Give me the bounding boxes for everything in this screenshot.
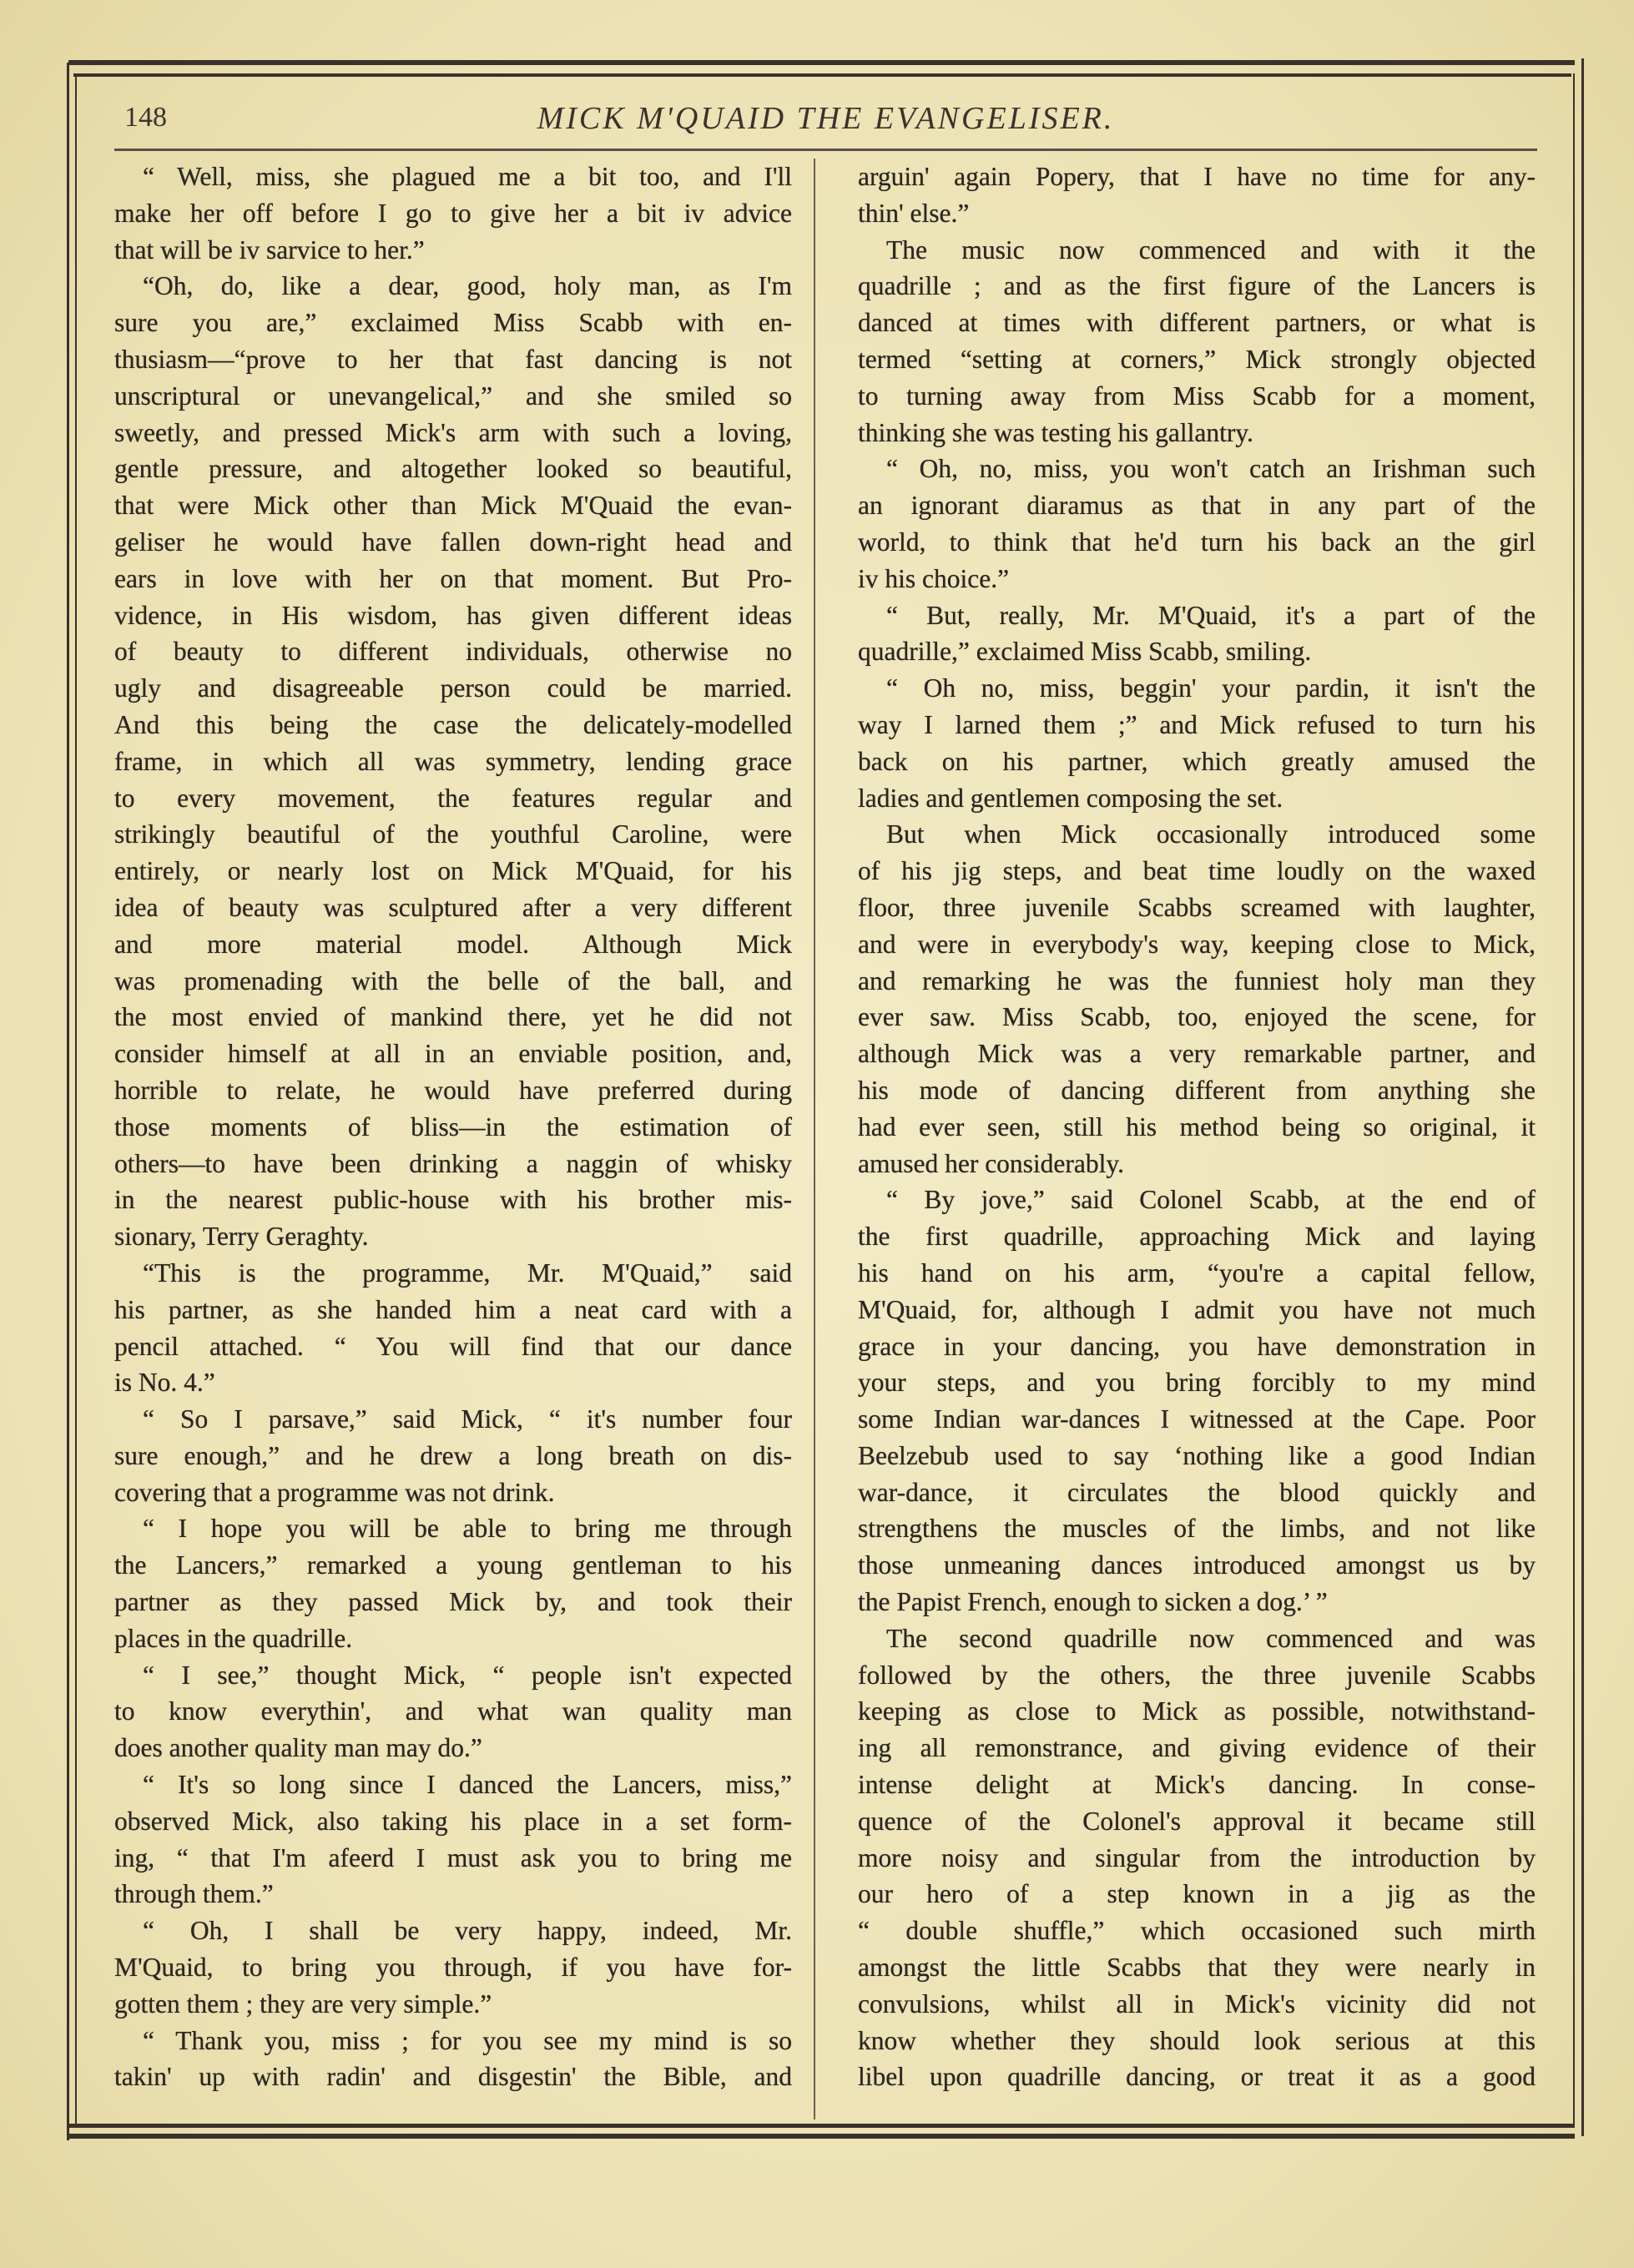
text-line: quence of the Colonel's approval it became still [858, 1806, 1536, 1836]
text-line: sure enough,” and he drew a long breath on dis- [114, 1440, 792, 1470]
text-line: those moments of bliss—in the estimation of [114, 1111, 792, 1142]
text-line: his partner, as she handed him a neat card with a [114, 1294, 792, 1324]
text-line: does another quality man may do.” [114, 1733, 482, 1763]
text-line: that will be iv sarvice to her.” [114, 234, 425, 265]
text-line: others—to have been drinking a naggin of whisky [114, 1148, 792, 1178]
text-line: sionary, Terry Geraghty. [114, 1222, 369, 1252]
text-line: the Papist French, enough to sicken a dog.’ ” [858, 1587, 1328, 1617]
text-line: termed “setting at corners,” Mick strongly objected [858, 344, 1536, 374]
text-line: war-dance, it circulates the blood quickly and [858, 1477, 1536, 1507]
text-line: and more material model. Although Mick [114, 929, 792, 959]
text-line: is No. 4.” [114, 1368, 215, 1398]
text-line: “ Oh, no, miss, you won't catch an Irishman such [886, 454, 1536, 484]
text-line: “ double shuffle,” which occasioned such mirth [858, 1916, 1536, 1946]
text-line: his hand on his arm, “you're a capital fellow, [858, 1257, 1536, 1288]
text-line: covering that a programme was not drink. [114, 1477, 555, 1507]
text-line: libel upon quadrille dancing, or treat it as a good [858, 2062, 1536, 2092]
text-line: in the nearest public-house with his brother mis- [114, 1185, 792, 1215]
text-line: Beelzebub used to say ‘nothing like a good Indian [858, 1440, 1536, 1470]
left-border-line-inner [75, 75, 77, 2128]
text-line: had ever seen, still his method being so original, it [858, 1111, 1536, 1142]
text-line: those unmeaning dances introduced amongst us by [858, 1550, 1536, 1580]
text-line: “ But, really, Mr. M'Quaid, it's a part of the [886, 600, 1536, 630]
text-line: the most envied of mankind there, yet he did not [114, 1002, 792, 1032]
text-line: that were Mick other than Mick M'Quaid the evan- [114, 491, 792, 521]
text-line: amongst the little Scabbs that they were nearly in [858, 1953, 1536, 1983]
text-line: thusiasm—“prove to her that fast dancing is not [114, 344, 792, 374]
text-line: ing, “ that I'm afeerd I must ask you to bring me [114, 1842, 792, 1872]
text-line: places in the quadrille. [114, 1623, 353, 1653]
text-line: “ It's so long since I danced the Lancers, miss,” [143, 1770, 792, 1800]
running-title: MICK M'QUAID THE EVANGELISER. [537, 101, 1115, 136]
text-line: “ Well, miss, she plagued me a bit too, and I'll [143, 162, 792, 191]
text-line: M'Quaid, to bring you through, if you have for- [114, 1953, 792, 1983]
text-line: takin' up with radin' and disgestin' the Bible, and [114, 2062, 792, 2092]
text-line: “ Oh, I shall be very happy, indeed, Mr. [143, 1916, 792, 1946]
text-line: consider himself at all in an enviable position, and, [114, 1039, 792, 1069]
text-line: through them.” [114, 1879, 274, 1909]
text-line: intense delight at Mick's dancing. In conse- [858, 1770, 1536, 1800]
text-line: M'Quaid, for, although I admit you have not much [858, 1294, 1536, 1324]
page-header [114, 93, 1537, 144]
text-line: our hero of a step known in a jig as the [858, 1879, 1536, 1909]
text-line: ever saw. Miss Scabb, too, enjoyed the scene, for [858, 1002, 1536, 1032]
text-line: The music now commenced and with it the [886, 234, 1536, 265]
text-line: his mode of dancing different from anything she [858, 1075, 1536, 1105]
header-rule [114, 149, 1537, 151]
text-line: to know everythin', and what wan quality man [114, 1696, 792, 1726]
text-line: some Indian war-dances I witnessed at the Cape. Poor [858, 1404, 1536, 1434]
text-line: “ Oh no, miss, beggin' your pardin, it isn't the [886, 673, 1536, 703]
text-line: the first quadrille, approaching Mick and laying [858, 1222, 1536, 1252]
right-column [858, 159, 1536, 2095]
text-line: was promenading with the belle of the ball, and [114, 965, 792, 995]
text-line: vidence, in His wisdom, has given different ideas [114, 600, 792, 630]
text-line: and remarking he was the funniest holy man they [858, 965, 1536, 995]
text-line: sure you are,” exclaimed Miss Scabb with en- [114, 308, 792, 338]
text-line: ugly and disagreeable person could be married. [114, 673, 792, 703]
text-line: And this being the case the delicately-modelled [114, 709, 792, 739]
text-line: keeping as close to Mick as possible, notwithstand- [858, 1696, 1536, 1726]
text-line: “ By jove,” said Colonel Scabb, at the end of [886, 1185, 1536, 1215]
right-border-line-inner [1573, 73, 1575, 2128]
text-line: know whether they should look serious at this [858, 2025, 1536, 2055]
text-line: iv his choice.” [858, 563, 1010, 593]
text-line: quadrille ; and as the first figure of the Lancers is [858, 271, 1536, 301]
bottom-border-rule-outer [68, 2134, 1575, 2139]
left-border-line [67, 63, 69, 2140]
text-line: of his jig steps, and beat time loudly on the waxed [858, 856, 1536, 886]
text-line: pencil attached. “ You will find that our dance [114, 1331, 792, 1361]
text-line: of beauty to different individuals, otherwise no [114, 637, 792, 667]
text-line: observed Mick, also taking his place in a set form- [114, 1806, 792, 1836]
text-line: gotten them ; they are very simple.” [114, 1988, 492, 2019]
text-line: “This is the programme, Mr. M'Quaid,” said [143, 1257, 792, 1288]
left-column [114, 159, 792, 2095]
text-line: floor, three juvenile Scabbs screamed with laughter, [858, 892, 1536, 922]
top-border-rule-inner [73, 73, 1571, 77]
page-number: 148 [124, 102, 167, 133]
text-line: entirely, or nearly lost on Mick M'Quaid, for his [114, 856, 792, 886]
text-line: way I larned them ;” and Mick refused to turn his [858, 709, 1536, 739]
text-line: ladies and gentlemen composing the set. [858, 783, 1283, 813]
text-line: to every movement, the features regular and [114, 783, 792, 813]
text-line: But when Mick occasionally introduced some [886, 819, 1536, 849]
text-line: grace in your dancing, you have demonstration in [858, 1331, 1536, 1361]
text-line: amused her considerably. [858, 1148, 1124, 1178]
text-line: “ I hope you will be able to bring me through [143, 1514, 792, 1544]
text-line: ing all remonstrance, and giving evidence of their [858, 1733, 1536, 1763]
text-line: unscriptural or unevangelical,” and she smiled so [114, 381, 792, 411]
text-line: geliser he would have fallen down-right head and [114, 527, 792, 557]
text-line: although Mick was a very remarkable partner, and [858, 1039, 1536, 1069]
text-line: the Lancers,” remarked a young gentleman to his [114, 1550, 792, 1580]
text-line: to turning away from Miss Scabb for a moment, [858, 381, 1536, 411]
text-line: followed by the others, the three juvenile Scabbs [858, 1660, 1536, 1690]
top-border-rule [68, 60, 1575, 65]
text-line: strengthens the muscles of the limbs, and not like [858, 1514, 1536, 1544]
text-line: ears in love with her on that moment. But Pro- [114, 563, 792, 593]
text-line: arguin' again Popery, that I have no time for any- [858, 162, 1536, 191]
text-line: thinking she was testing his gallantry. [858, 417, 1253, 447]
text-line: more noisy and singular from the introduction by [858, 1842, 1536, 1872]
text-line: danced at times with different partners, or what is [858, 308, 1536, 338]
right-border-line [1581, 58, 1584, 2136]
column-divider [814, 159, 815, 2119]
text-line: partner as they passed Mick by, and took their [114, 1587, 792, 1617]
text-line: idea of beauty was sculptured after a very different [114, 892, 792, 922]
text-line: The second quadrille now commenced and was [886, 1623, 1536, 1653]
text-line: back on his partner, which greatly amused the [858, 746, 1536, 776]
text-line: quadrille,” exclaimed Miss Scabb, smiling. [858, 637, 1312, 667]
text-line: strikingly beautiful of the youthful Caroline, were [114, 819, 792, 849]
text-line: “ I see,” thought Mick, “ people isn't expected [143, 1660, 792, 1690]
text-line: make her off before I go to give her a bit iv advice [114, 198, 792, 228]
text-line: “ Thank you, miss ; for you see my mind is so [143, 2025, 792, 2055]
text-line: world, to think that he'd turn his back an the girl [858, 527, 1536, 557]
text-line: gentle pressure, and altogether looked so beautiful, [114, 454, 792, 484]
text-line: and were in everybody's way, keeping close to Mick, [858, 929, 1536, 959]
text-line: an ignorant diaramus as that in any part of the [858, 491, 1536, 521]
text-line: frame, in which all was symmetry, lending grace [114, 746, 792, 776]
text-line: thin' else.” [858, 198, 970, 228]
text-line: horrible to relate, he would have preferred during [114, 1075, 792, 1105]
text-line: your steps, and you bring forcibly to my mind [858, 1368, 1536, 1398]
bottom-border-rule [68, 2124, 1575, 2128]
text-line: “Oh, do, like a dear, good, holy man, as I'm [143, 271, 792, 301]
text-line: convulsions, whilst all in Mick's vicinity did not [858, 1988, 1536, 2019]
text-line: sweetly, and pressed Mick's arm with such a loving, [114, 417, 792, 447]
text-line: “ So I parsave,” said Mick, “ it's number four [143, 1404, 792, 1434]
